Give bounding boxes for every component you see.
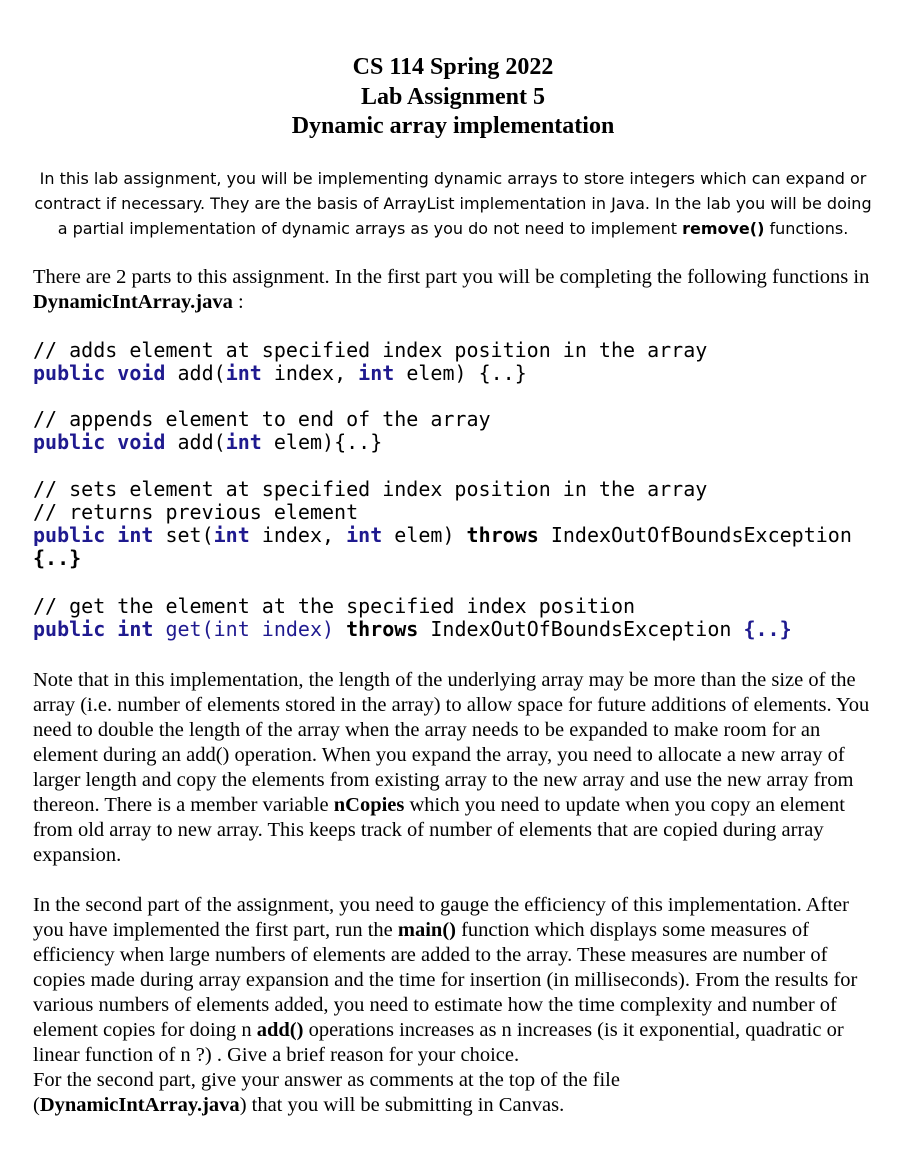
main-function-name: main() — [397, 919, 456, 941]
code-comment: // adds element at specified index position in the array — [33, 338, 708, 362]
file-name: DynamicIntArray.java — [33, 291, 233, 313]
code-body: {..} — [33, 546, 82, 570]
remove-function-name: remove() — [682, 219, 765, 238]
lab-title: Lab Assignment 5 — [360, 84, 546, 110]
note-paragraph: Note that in this implementation, the length of the underlying array may be more than the size of the array (i.e. number of elements stored in the array) to allow space for future additions of elements. You need to double the length of the array when the array needs to be expanded to make room for an element during an add() operation. When you expand the array, you need to allocate a new array of larger length and copy the elements from existing array to the new array and use the new array from thereon. There is a member variable nCopies which you need to update when you copy an element from old array to new array. This keeps track of number of elements that are copied during array expansion. — [33, 669, 870, 866]
ncopies-variable: nCopies — [333, 794, 405, 816]
code-comment: // sets element at specified index position in the array — [33, 477, 708, 501]
topic-title: Dynamic array implementation — [291, 113, 615, 139]
code-signature: public void add(int elem){..} — [33, 430, 383, 454]
submission-file-line: (DynamicIntArray.java) that you will be submitting in Canvas. — [33, 1094, 565, 1116]
course-title: CS 114 Spring 2022 — [352, 54, 554, 80]
code-signature: public void add(int index, int elem) {..} — [33, 361, 527, 385]
code-comment: // get the element at the specified index position — [33, 594, 636, 618]
code-signature: public int set(int index, int elem) throws IndexOutOfBoundsException — [33, 523, 852, 547]
code-block-set — [33, 478, 893, 570]
submission-instruction: For the second part, give your answer as comments at the top of the file — [33, 1069, 620, 1091]
add-function-name: add() — [256, 1019, 304, 1041]
code-signature: public int get(int index) throws IndexOutOfBoundsException {..} — [33, 617, 792, 641]
code-block-get — [33, 595, 893, 641]
part1-paragraph: There are 2 parts to this assignment. In the first part you will be completing the following functions in DynamicIntArray.java : — [33, 266, 870, 313]
part2-paragraph: In the second part of the assignment, you need to gauge the efficiency of this implementation. After you have implemented the first part, run the main() function which displays some measures of efficiency when large numbers of elements are added to the array. These measures are number of copies made during array expansion and the time for insertion (in milliseconds). From the results for various numbers of elements added, you need to estimate how the time complexity and number of element copies for doing n add() operations increases as n increases (is it exponential, quadratic or linear function of n ?) . Give a brief reason for your choice. For the second part, give your answer as comments at the top of the file (DynamicIntArray.java) that you will be submitting in Canvas. — [33, 893, 883, 1118]
intro-paragraph: In this lab assignment, you will be implementing dynamic arrays to store integers which can expand or contract if necessary. They are the basis of ArrayList implementation in Java. In the lab you will be doing a partial implementation of dynamic arrays as you do not need to implement remove() functions. — [34, 169, 872, 238]
code-block-add-elem — [33, 408, 893, 454]
code-comment: // appends element to end of the array — [33, 407, 491, 431]
code-comment: // returns previous element — [33, 500, 359, 524]
code-block-add-index — [33, 339, 893, 385]
